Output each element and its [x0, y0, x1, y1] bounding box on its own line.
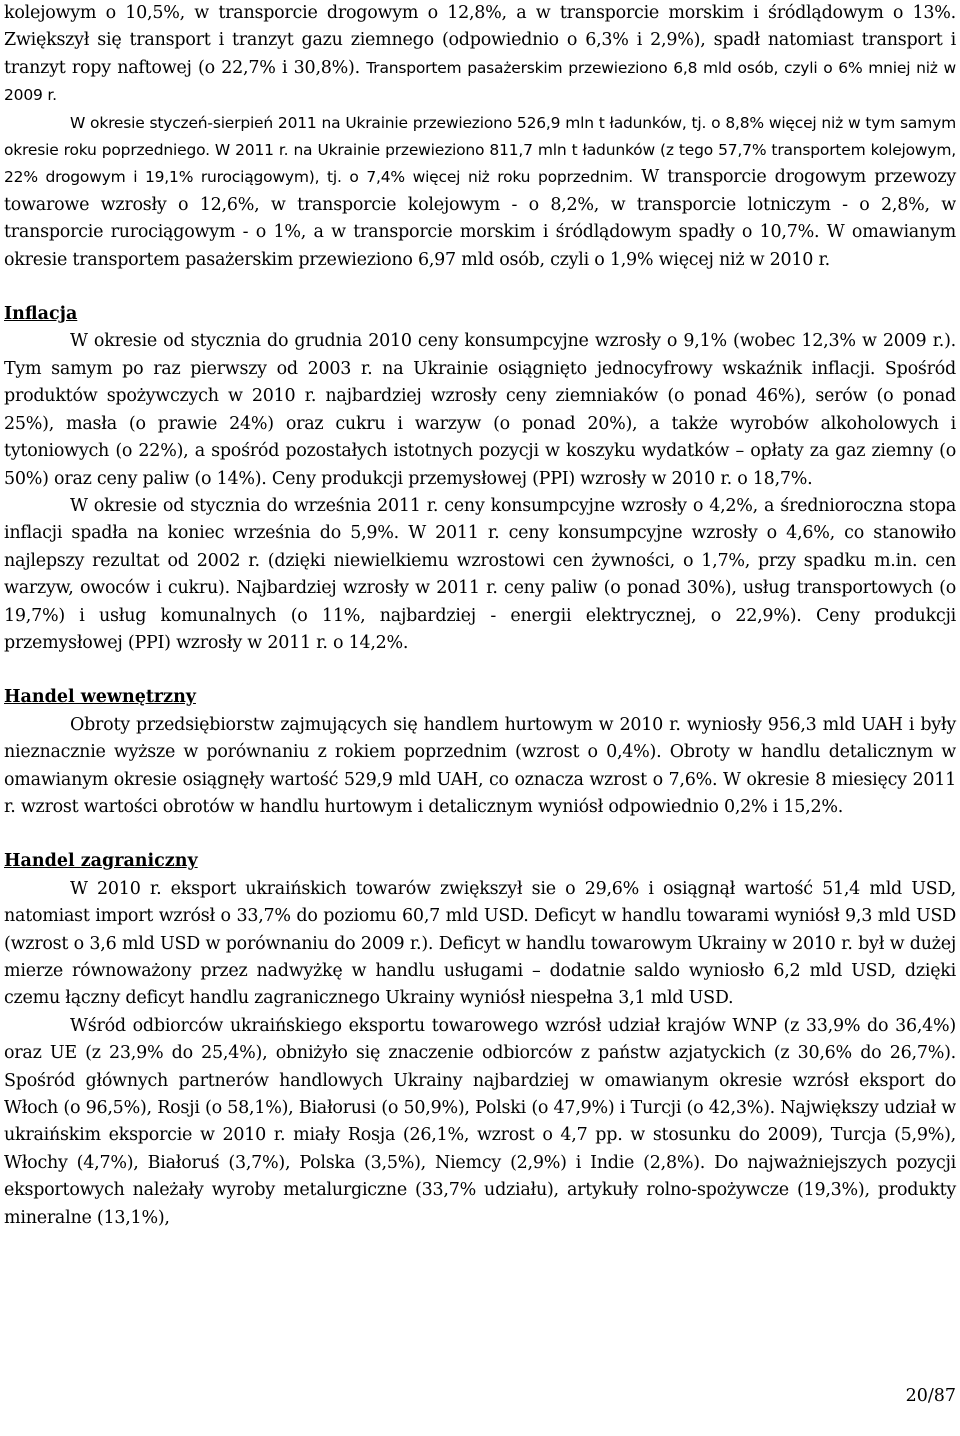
section-spacer	[4, 821, 956, 848]
section-heading-domestic-trade: Handel wewnętrzny	[4, 687, 196, 708]
transport-text-serif-2: W transporcie drogowym przewozy towarowe wzrosły o 12,6%, w transporcie kolejowym - o 8,2%, w transporcie lotniczym - o 2,8%, w transporcie rurociągowym - o 1%, a w transporcie morskim i śródlądowym spadły o 10,7%. W omawianym okresie transportem pasażerskim przewieziono 6,97 mld osób, czyli o 1,9% więcej niż w 2010 r.	[4, 167, 956, 270]
document-page	[4, 0, 956, 1232]
inflation-paragraph-1: W okresie od stycznia do grudnia 2010 ceny konsumpcyjne wzrosły o 9,1% (wobec 12,3% w 2009 r.). Tym samym po raz pierwszy od 2003 r. na Ukrainie osiągnięto jednocyfrowy wskaźnik inflacji. Spośród produktów spożywczych w 2010 r. najbardziej wzrosły ceny ziemniaków (o ponad 46%), serów (o ponad 25%), masła (o prawie 24%) oraz cukru i warzyw (o ponad 20%), a także wyrobów alkoholowych i tytoniowych (o 22%), a spośród pozostałych istotnych pozycji w koszyku wydatków – opłaty za gaz ziemny (o 50%) oraz ceny paliw (o 14%). Ceny produkcji przemysłowej (PPI) wzrosły w 2010 r. o 18,7%.	[4, 331, 956, 489]
domestic-trade-paragraph-1: Obroty przedsiębiorstw zajmujących się handlem hurtowym w 2010 r. wyniosły 956,3 mld UAH i były nieznacznie wyższe w porównaniu z rokiem poprzednim (wzrost o 0,4%). Obroty w handlu detalicznym w omawianym okresie osiągnęły wartość 529,9 mld UAH, co oznacza wzrost o 7,6%. W okresie 8 miesięcy 2011 r. wzrost wartości obrotów w handlu hurtowym i detalicznym wyniósł odpowiednio 0,2% i 15,2%.	[4, 714, 956, 817]
transport-text-sans-2: W okresie styczeń-sierpień 2011 na Ukrainie przewieziono 526,9 mln t ładunków, tj. o 8,8% więcej niż w tym samym okresie roku poprzedniego. W 2011 r. na Ukrainie przewieziono 811,7 mln t ładunków (z tego 57,7% transportem kolejowym, 22% drogowym i 19,1% rurociągowym), tj. o 7,4% więcej niż roku poprzednim.	[4, 113, 956, 187]
foreign-trade-paragraph-1: W 2010 r. eksport ukraińskich towarów zwiększył sie o 29,6% i osiągnął wartość 51,4 mld USD, natomiast import wzrósł o 33,7% do poziomu 60,7 mld USD. Deficyt w handlu towarami wyniósł 9,3 mld USD (wzrost o 3,6 mld USD w porównaniu do 2009 r.). Deficyt w handlu towarowym Ukrainy w 2010 r. był w dużej mierze równoważony przez nadwyżkę w handlu usługami – dodatnie saldo wyniosło 6,2 mld USD, dzięki czemu łączny deficyt handlu zagranicznego Ukrainy wyniósł niespełna 3,1 mld USD.	[4, 878, 956, 1009]
page-number: 20/87	[905, 1386, 956, 1406]
section-spacer	[4, 274, 956, 301]
foreign-trade-paragraph-2: Wśród odbiorców ukraińskiego eksportu towarowego wzrósł udział krajów WNP (z 33,9% do 36,4%) oraz UE (z 23,9% do 25,4%), obniżyło się znaczenie odbiorców z państw azjatyckich (z 30,6% do 26,7%). Spośród głównych partnerów handlowych Ukrainy najbardziej w omawianym okresie wzrósł eksport do Włoch (o 96,5%), Rosji (o 58,1%), Białorusi (o 50,9%), Polski (o 47,9%) i Turcji (o 42,3%). Największy udział w ukraińskim eksporcie w 2010 r. miały Rosja (26,1%, wzrost o 4,7 pp. w stosunku do 2009), Turcja (5,9%), Włochy (4,7%), Białoruś (3,7%), Polska (3,5%), Niemcy (2,9%) i Indie (2,8%). Do najważniejszych pozycji eksportowych należały wyroby metalurgiczne (33,7% udziału), artykuły rolno-spożywcze (19,3%), produkty mineralne (13,1%),	[4, 1015, 956, 1228]
transport-text-sans: Transportem pasażerskim przewieziono 6,8 mld osób, czyli o 6% mniej niż w 2009 r.	[4, 58, 956, 105]
inflation-paragraph-2: W okresie od stycznia do września 2011 r. ceny konsumpcyjne wzrosły o 4,2%, a średnioroczna stopa inflacji spadła na koniec września do 5,9%. W 2011 r. ceny konsumpcyjne wzrosły o 4,6%, co stanowiło najlepszy rezultat od 2002 r. (dzięki niewielkiemu wzrostowi cen żywności, o 1,7%, przy spadku m.in. cen warzyw, owoców i cukru). Najbardziej wzrosły w 2011 r. ceny paliw (o ponad 30%), usług transportowych (o 19,7%) i usług komunalnych (o 11%, najbardziej - energii elektrycznej, o 22,9%). Ceny produkcji przemysłowej (PPI) wzrosły w 2011 r. o 14,2%.	[4, 495, 956, 653]
transport-text-serif: kolejowym o 10,5%, w transporcie drogowym o 12,8%, a w transporcie morskim i śródlądowym o 13%. Zwiększył się transport i tranzyt gazu ziemnego (odpowiednio o 6,3% i 2,9%), spadł natomiast transport i tranzyt ropy naftowej (o 22,7% i 30,8%).	[4, 3, 956, 78]
section-heading-inflation: Inflacja	[4, 304, 78, 325]
transport-paragraph-1	[4, 0, 956, 110]
section-heading-foreign-trade: Handel zagraniczny	[4, 851, 198, 872]
section-spacer	[4, 657, 956, 684]
transport-paragraph-2	[4, 110, 956, 274]
